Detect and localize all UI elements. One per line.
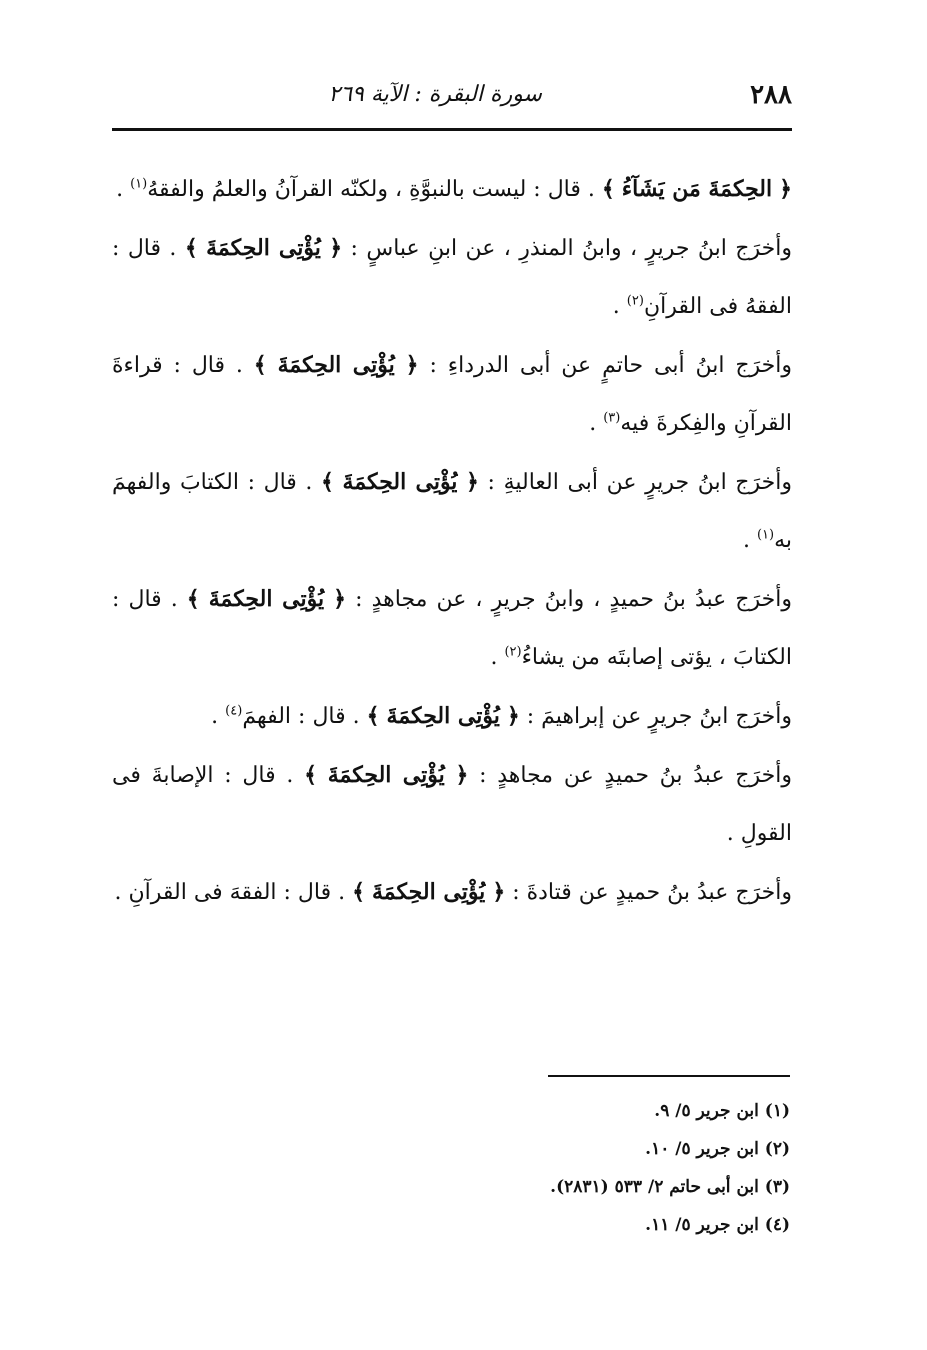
quran-quote: يُؤْتِى الحِكمَةَ <box>386 703 500 729</box>
paragraph-lead: وأخرَج عبدُ بنُ حميدٍ عن قتادةَ : <box>512 880 792 905</box>
footnote-item: (٣) ابن أبى حاتم ٢/ ٥٣٣ (٢٨٣١). <box>550 1177 790 1197</box>
quran-open-bracket: ﴿ <box>466 469 479 495</box>
paragraph-end: . <box>612 294 620 319</box>
quran-close-bracket: ﴾ <box>366 703 380 729</box>
paragraph-text: . قال : قراءةَ القرآنِ والفِكرةَ فيه <box>112 353 792 436</box>
paragraph <box>112 570 792 687</box>
page-number: ٢٨٨ <box>750 80 792 110</box>
quran-open-bracket: ﴿ <box>506 703 520 729</box>
quran-quote: يُؤْتِى الحِكمَةَ <box>206 235 321 261</box>
quran-open-bracket: ﴿ <box>455 762 469 788</box>
paragraph-text: . قال : الإصابةَ فى القولِ <box>112 763 792 846</box>
paragraph <box>112 160 792 219</box>
quran-close-bracket: ﴾ <box>253 352 267 378</box>
main-text <box>112 160 792 922</box>
paragraph-text: . قال : الكتابَ ، يؤتى إصابتَه من يشاءُ <box>112 587 792 670</box>
quran-quote: يُؤْتِى الحِكمَةَ <box>208 586 325 612</box>
quran-close-bracket: ﴾ <box>352 879 366 905</box>
quran-close-bracket: ﴾ <box>321 469 334 495</box>
quran-open-bracket: ﴿ <box>779 176 792 202</box>
quran-quote: الحِكمَةَ مَن يَشَآءُ <box>621 176 773 202</box>
footnote-item: (٢) ابن جرير ٥/ ١٠. <box>645 1139 790 1159</box>
footnote-rule <box>548 1075 790 1077</box>
paragraph-lead: وأخرَج ابنُ جريرٍ عن إبراهيمَ : <box>526 704 792 729</box>
paragraph-end: . <box>490 645 498 670</box>
paragraph-lead: وأخرَج ابنُ أبى حاتمٍ عن أبى الدرداءِ : <box>429 353 793 378</box>
paragraph-text: . قال : الكتابَ والفهمَ به <box>112 470 792 553</box>
quran-close-bracket: ﴾ <box>184 235 198 261</box>
paragraph <box>112 746 792 863</box>
footnote-ref: (٣) <box>603 410 621 426</box>
paragraph-lead: وأخرَج عبدُ بنُ حميدٍ عن مجاهدٍ : <box>479 763 792 788</box>
quran-quote: يُؤْتِى الحِكمَةَ <box>277 352 395 378</box>
paragraph-end: . <box>742 528 750 553</box>
paragraph-text: . قال : ليست بالنبوَّةِ ، ولكنّه القرآنُ والعلمُ والفقهُ <box>147 177 595 202</box>
quran-quote: يُؤْتِى الحِكمَةَ <box>342 469 458 495</box>
quran-close-bracket: ﴾ <box>601 176 615 202</box>
quran-open-bracket: ﴿ <box>329 235 343 261</box>
footnotes <box>112 1092 790 1244</box>
quran-open-bracket: ﴿ <box>333 586 347 612</box>
footnote-item: (٤) ابن جرير ٥/ ١١. <box>645 1215 790 1235</box>
quran-quote: يُؤْتِى الحِكمَةَ <box>372 879 486 905</box>
paragraph-end: . <box>114 880 122 905</box>
footnote-ref: (٢) <box>626 293 644 309</box>
quran-close-bracket: ﴾ <box>304 762 317 788</box>
footnote-ref: (٢) <box>504 644 522 660</box>
paragraph-text: . قال : الفقهُ فى القرآنِ <box>112 236 792 319</box>
paragraph-text: . قال : الفهمَ <box>242 704 360 729</box>
paragraph-lead: وأخرَج ابنُ جريرٍ عن أبى العاليةِ : <box>487 470 792 495</box>
paragraph <box>112 219 792 336</box>
paragraph-end: . <box>726 821 734 846</box>
paragraph-end: . <box>589 411 597 436</box>
footnote-ref: (١) <box>756 527 775 543</box>
paragraph-lead: وأخرَج ابنُ جريرٍ ، وابنُ المنذرِ ، عن ابنِ عباسٍ : <box>350 236 792 261</box>
paragraph-text: . قال : الفقهَ فى القرآنِ <box>128 880 346 905</box>
footnote-item: (١) ابن جرير ٥/ ٩. <box>654 1101 790 1121</box>
quran-close-bracket: ﴾ <box>186 586 200 612</box>
paragraph-end: . <box>211 704 219 729</box>
header-rule <box>112 128 792 131</box>
quran-open-bracket: ﴿ <box>405 352 419 378</box>
paragraph <box>112 687 792 746</box>
paragraph <box>112 453 792 570</box>
paragraph-end: . <box>116 177 124 202</box>
footnote-ref: (١) <box>130 176 148 192</box>
paragraph <box>112 863 792 922</box>
page-header <box>112 80 792 120</box>
footnote-ref: (٤) <box>225 703 243 719</box>
paragraph-lead: وأخرَج عبدُ بنُ حميدٍ ، وابنُ جريرٍ ، عن مجاهدٍ : <box>355 587 792 612</box>
paragraph <box>112 336 792 453</box>
running-title: سورة البقرة : الآية ٢٦٩ <box>328 82 542 107</box>
quran-open-bracket: ﴿ <box>492 879 506 905</box>
quran-quote: يُؤْتِى الحِكمَةَ <box>327 762 445 788</box>
